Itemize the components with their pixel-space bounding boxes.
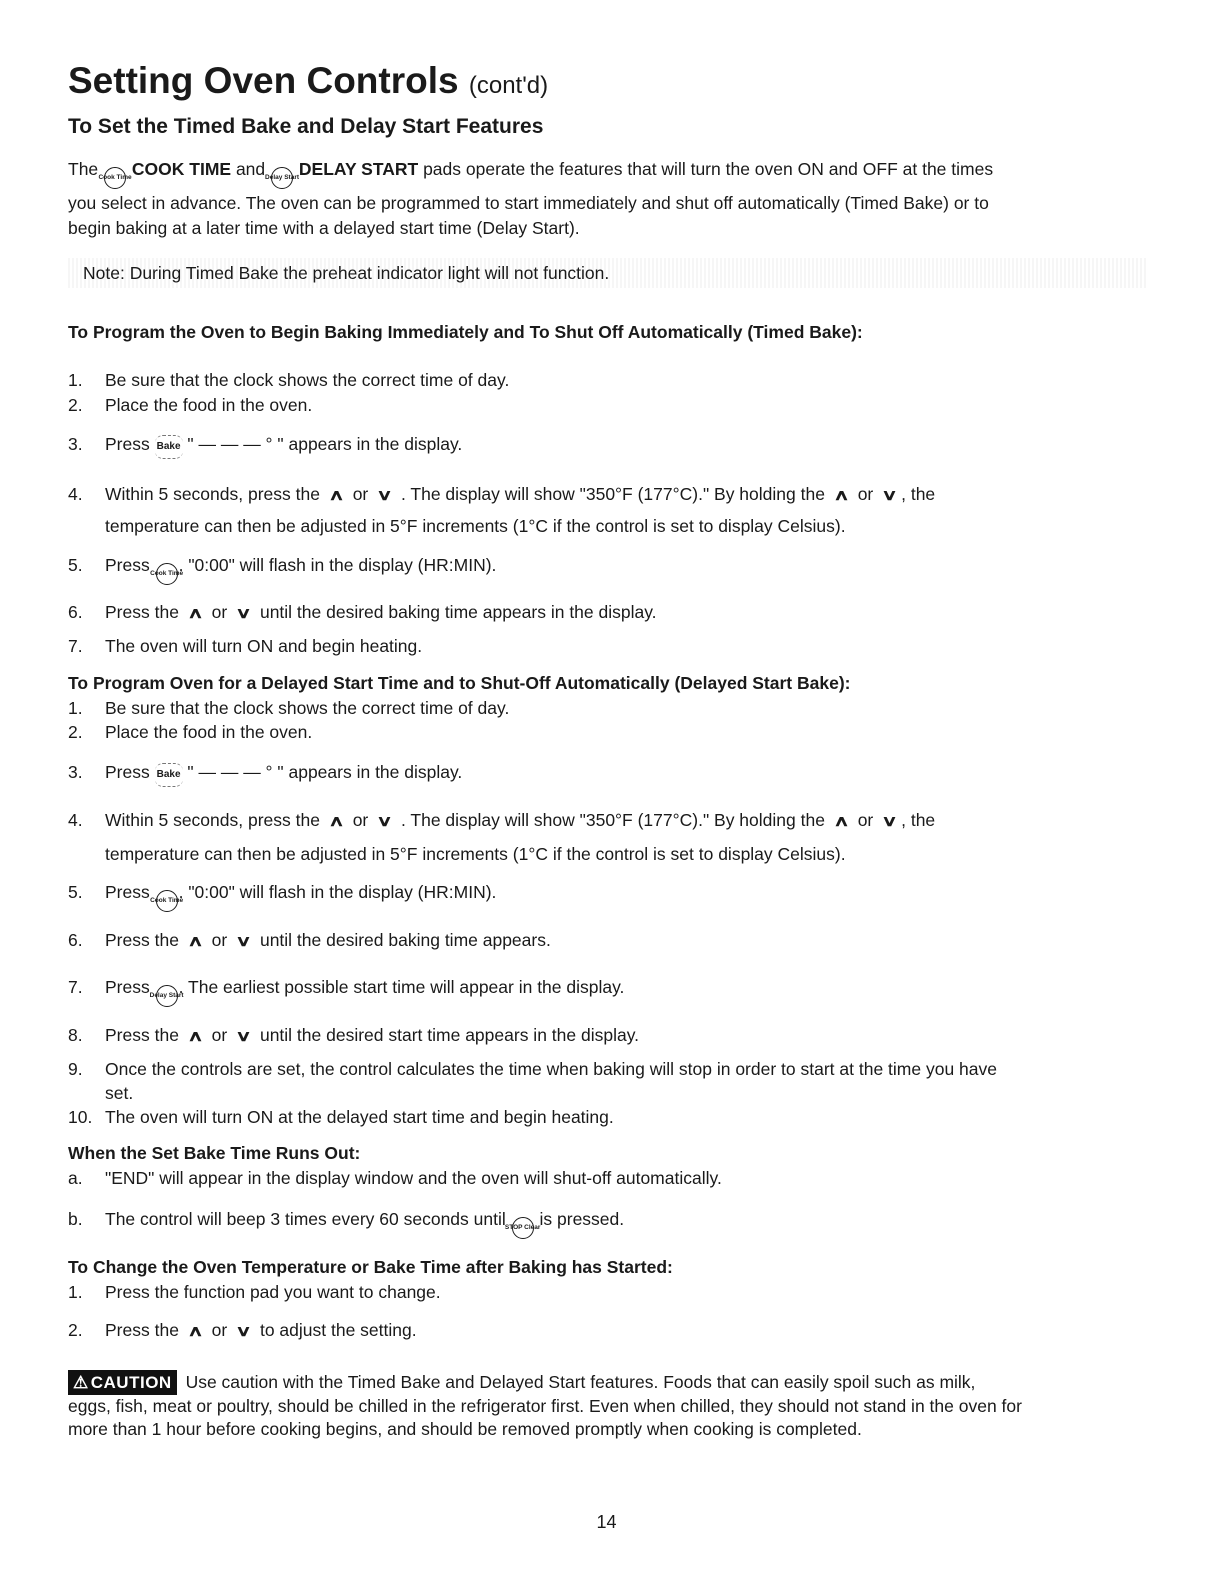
page-title: Setting Oven Controls (cont'd) xyxy=(68,60,549,101)
up-arrow-icon: ∧ xyxy=(187,1028,204,1045)
down-arrow-icon: ∨ xyxy=(235,605,252,622)
delay-start-pad-icon: Delay Start xyxy=(156,985,178,1007)
bake-pad-icon: Bake xyxy=(155,435,183,459)
up-arrow-icon: ∧ xyxy=(328,813,345,830)
section-heading: To Set the Timed Bake and Delay Start Features xyxy=(68,115,544,138)
caution-paragraph: ⚠ CAUTION Use caution with the Timed Bake and Delayed Start features. Foods that can easily spoil such as milk, eggs, fish, meat or poultry, should be chilled in the refrigerator first. Even when chilled, they should not stand in the oven for more than 1 hour before cooking begins, and should be removed promptly when cooking is completed. xyxy=(68,1372,1022,1439)
up-arrow-icon: ∧ xyxy=(187,1323,204,1340)
up-arrow-icon: ∧ xyxy=(187,933,204,950)
up-arrow-icon: ∧ xyxy=(328,487,345,504)
runs-out-heading: When the Set Bake Time Runs Out: xyxy=(68,1143,361,1163)
down-arrow-icon: ∨ xyxy=(376,487,393,504)
caution-badge: ⚠ CAUTION xyxy=(68,1370,177,1395)
stop-clear-pad-icon: STOP Clear xyxy=(512,1217,534,1239)
cook-time-pad-icon: Cook Time xyxy=(156,563,178,585)
cook-time-pad-icon: Cook Time xyxy=(104,167,126,189)
down-arrow-icon: ∨ xyxy=(235,1028,252,1045)
up-arrow-icon: ∧ xyxy=(833,487,850,504)
up-arrow-icon: ∧ xyxy=(833,813,850,830)
down-arrow-icon: ∨ xyxy=(881,813,898,830)
cook-time-pad-icon: Cook Time xyxy=(156,890,178,912)
bake-pad-icon: Bake xyxy=(155,763,183,787)
down-arrow-icon: ∨ xyxy=(235,1323,252,1340)
manual-page: Setting Oven Controls (cont'd) To Set the Timed Bake and Delay Start Features The Cook Time COOK TIME and Delay Start DELAY START pads operate the features that will turn the oven ON and OFF at the times you select in advance. The oven can be programmed to start immediately and shut off automatically (Timed Bake) or to begin baking at a later time with a delayed start time (Delay Start). Note: During Timed Bake the preheat indicator light will not function. To Program the Oven to Begin Baking Immediately and To Shut Off Automatically (Timed Bake): 1. Be sure that the clock shows the correct time of day. 2. Place the food in the oven. 3. Press Bake " — — — ° " appears in the display. 4. Within 5 seconds, press the ∧ or ∨ . The display will show "350°F (177°C)." By holding the ∧ or ∨ , the temperature can then be adjusted in 5°F increments (1°C if the control is set to display Celsius). 5. Press Cook Time. "0:00" will flash in the display (HR:MIN). 6. Press the ∧ or ∨ until the desired baking time appears in the display. 7. The oven will turn ON and begin heating. To Program Oven for a Delayed Start Time and to Shut-Off Automatically (Delayed Start Bake): 1. Be sure that the clock shows the correct time of day. 2. Place the food in the oven. 3. Press Bake " — — — ° " appears in the display. 4. Within 5 seconds, press the ∧ or ∨ . The display will show "350°F (177°C)." By holding the ∧ or ∨ , the temperature can then be adjusted in 5°F increments (1°C if the control is set to display Celsius). 5. Press Cook Time. "0:00" will flash in the display (HR:MIN). 6. Press the ∧ or ∨ until the desired baking time appears. 7. Press Delay Start. The earliest possible start time will appear in the display. 8. Press the ∧ or ∨ until the desired start time appears in the display. 9. Once the controls are set, the control calculates the time when baking will stop in order to start at the time you have set. 10. The oven will turn ON at the delayed start time and begin heating. When the Set Bake Time Runs Out: a. "END" will appear in the display window and the oven will shut-off automatically. b. The control will beep 3 times every 60 seconds until STOP Clear is pressed. To Change the Oven Temperature or Bake Time after Baking has Started: 1. Press the function pad you want to change. 2. Press the ∧ or ∨ to adjust the setting. ⚠ CAUTION Use caution with the Timed Bake and Delayed Start features. Foods that can easily spoil such as milk, eggs, fish, meat or poultry, should be chilled in the refrigerator first. Even when chilled, they should not stand in the oven for more than 1 hour before cooking begins, and should be removed promptly when cooking is completed. 14 xyxy=(0,0,1213,1575)
timed-bake-heading: To Program the Oven to Begin Baking Immediately and To Shut Off Automatically (Timed Bake): xyxy=(68,322,863,342)
down-arrow-icon: ∨ xyxy=(376,813,393,830)
delay-start-pad-icon: Delay Start xyxy=(271,167,293,189)
page-number: 14 xyxy=(596,1512,617,1532)
intro-line-3: begin baking at a later time with a delayed start time (Delay Start). xyxy=(68,218,580,238)
delayed-start-heading: To Program Oven for a Delayed Start Time and to Shut-Off Automatically (Delayed Start Bake): xyxy=(68,673,851,693)
intro-line-1: The Cook Time COOK TIME and Delay Start DELAY START pads operate the features that will turn the oven ON and OFF at the times xyxy=(68,157,993,189)
down-arrow-icon: ∨ xyxy=(235,933,252,950)
warning-triangle-icon: ⚠ xyxy=(73,1373,89,1392)
up-arrow-icon: ∧ xyxy=(187,605,204,622)
intro-line-2: you select in advance. The oven can be programmed to start immediately and shut off automatically (Timed Bake) or to xyxy=(68,193,989,213)
down-arrow-icon: ∨ xyxy=(881,487,898,504)
page-title-suffix: (cont'd) xyxy=(468,72,549,99)
change-heading: To Change the Oven Temperature or Bake Time after Baking has Started: xyxy=(68,1257,673,1277)
note-box: Note: During Timed Bake the preheat indicator light will not function. xyxy=(68,258,1148,288)
